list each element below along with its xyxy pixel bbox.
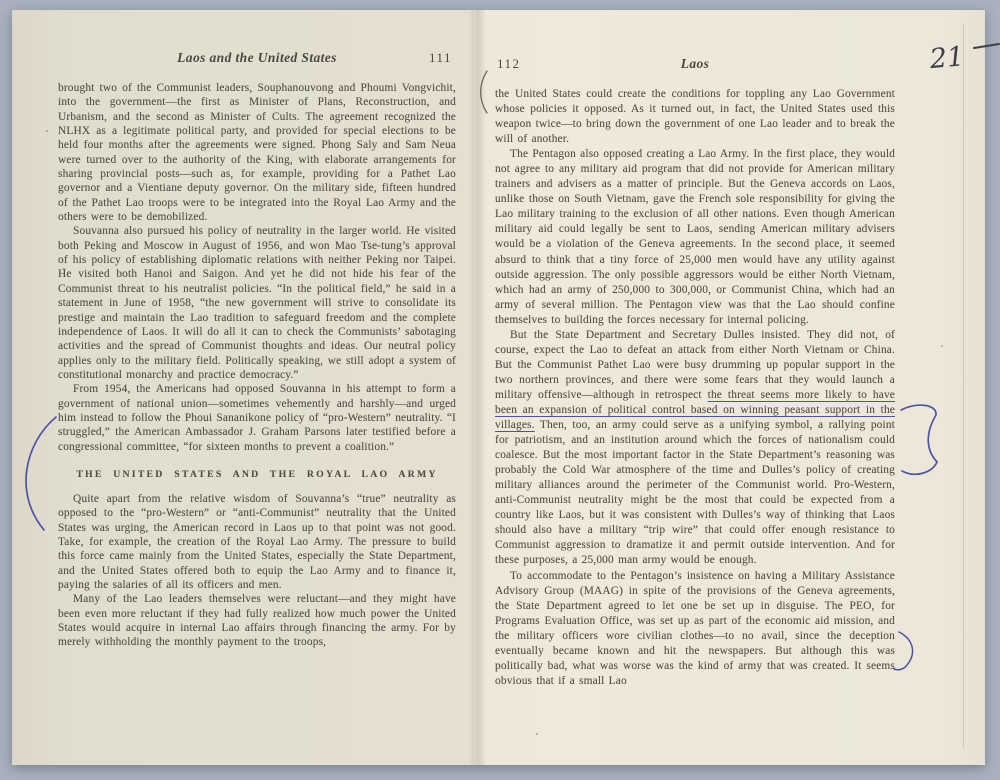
page-111-header	[58, 50, 456, 72]
paragraph: Souvanna also pursued his policy of neutrality in the larger world. He visited both Peking and Moscow in August of 1956, and won Mao Tse-tung’s approval of his policy of establishing diplomatic relations with neither Peking nor Taipei. He visited both Hanoi and Saigon. And yet he did not hide his fear of the Communist threat to his neutralist policies. “In the political field,” he said in a statement in June of 1958, “the new government will strive to consolidate its prestige and maintain the Lao tradition to safeguard freedom and the complete independence of Laos. It will do all it can to check the Communists’ sabotaging activities and the spread of Communist thoughts and ideas. Our neutral policy applies only to the military field. Politically speaking, we still adopt a system of constitutional monarchy and practice democracy.”	[58, 225, 456, 381]
page-gutter-crease	[468, 10, 486, 765]
section-heading: THE UNITED STATES AND THE ROYAL LAO ARMY	[76, 468, 438, 480]
paragraph: The Pentagon also opposed creating a Lao Army. In the first place, they would not agree to any military aid program that did not provide for American military trainers and advisers as a matter of principle. But the Geneva accords on Laos, unlike those on South Vietnam, gave the French sole responsibility for giving the Lao military training to the exclusion of all other nations. Even though American military aid could legally be sent to Laos, sending American military advisers would be a violation of the Geneva agreements. In the second place, it seemed absurd to think that a tiny force of 25,000 men would have any utility against outside aggression. The only possible aggressors would be either North Vietnam, which had an army of 250,000 to 300,000, or Communist China, which had an army of several million. The Pentagon view was that the Lao should confine themselves to building the forces necessary for internal policing.	[495, 148, 895, 326]
paragraph: Many of the Lao leaders themselves were reluctant—and they might have been even more reluctant if they had fully realized how much power the United States would acquire in internal Lao affairs through financing the army. For by merely withholding the monthly payment to the troops,	[58, 593, 456, 649]
page-number-112: 112	[497, 56, 521, 71]
running-header-title: Laos	[680, 56, 710, 71]
page-number-111: 111	[428, 50, 452, 65]
paragraph-with-underline	[495, 328, 895, 569]
hand-underlined-passage: the threat seems more likely to have been an expansion of political control based on winning peasant support in the villages.	[495, 388, 896, 432]
page-112	[495, 56, 895, 689]
paragraph: From 1954, the Americans had opposed Souvanna in his attempt to form a government of national union—sometimes vehemently and harshly—and urged him instead to follow the Phoui Sananikone policy of “pro-Western” neutrality. “I struggled,” the American Ambassador J. Graham Parsons later testified before a congressional committee, “for sixteen months to prevent a coalition.”	[58, 383, 456, 453]
paragraph: brought two of the Communist leaders, Souphanouvong and Phoumi Vongvichit, into the government—the first as Minister of Plans, Reconstruction, and Urbanism, and the second as Minister of Cults. The agreement recognized the NLHX as a legitimate political party, and provided for special elections to be held four months after the agreements were signed. Phong Saly and Sam Neua were turned over to the authority of the King, with elaborate arrangements for sharing provincial posts—such as, for example, providing for a Pathet Lao governor and a Vientiane deputy governor. On the military side, fifteen hundred of the Pathet Lao troops were to be integrated into the Royal Lao Army and the others were to be demobilized.	[58, 82, 456, 224]
paragraph-text: Then, too, an army could serve as a unifying symbol, a rallying point for patriotism, and an institution around which the forces of nationalism could coalesce. But the most important factor in the State Department’s reasoning was probably the Cold War atmosphere of the time and Dulles’s policy of creating military alliances around the perimeter of the Communist world. Pro-Western, anti-Communist neutrality might be the most that could be expected from a country like Laos, but it was consistent with Dulles’s way of thinking that Laos should also have a military “trip wire” that could offer enough resistance to Communist aggression to dramatize it and permit outside intervention. And for these purposes, a 25,000 man army would be enough.	[495, 419, 895, 567]
paragraph: To accommodate to the Pentagon’s insistence on having a Military Assistance Advisory Group (MAAG) in spite of the provisions of the Geneva agreements, the State Department agreed to let one be set up in disguise. The PEO, for Programs Evaluation Office, was set up as part of the economic aid mission, and the military officers wore civilian clothes—to no avail, since the deception eventually became known and hit the newspapers. But although this was politically bad, what was worse was the kind of army that was created. It seems obvious that if a small Lao	[495, 569, 895, 687]
dust-speck	[536, 733, 538, 735]
dust-speck	[941, 345, 943, 347]
page-111-body	[58, 81, 456, 650]
book-scan-paper	[12, 10, 985, 765]
page-stack-edge	[963, 24, 964, 748]
dust-speck	[63, 268, 65, 270]
page-111	[58, 50, 456, 650]
hand-corner-mark: 21	[928, 41, 966, 76]
page-112-body	[495, 87, 895, 689]
paragraph: the United States could create the conditions for toppling any Lao Government whose policies it opposed. As it turned out, in fact, the United States used this weapon twice—to bring down the government of one Lao leader and to break the will of another.	[495, 88, 895, 146]
paragraph-text: But the State Department and Secretary Dulles insisted. They did not, of course, expect the Lao to defeat an attack from either North Vietnam or China. But the Communist Pathet Lao were busy drumming up popular support in the two northern provinces, and there were some fears that they would launch a military offensive—although in retrospect	[495, 328, 895, 401]
page-112-header	[495, 56, 895, 78]
paragraph: Quite apart from the relative wisdom of Souvanna’s “true” neutrality as opposed to the “pro-Western” or “anti-Communist” neutrality that the United States was urging, the American record in Laos up to that point was not good. Take, for example, the creation of the Royal Lao Army. The pressure to build this force came mainly from the United States, especially the State Department, and the United States offered both to equip the Lao Army and to finance it, paying the salaries of all its officers and men.	[58, 492, 456, 591]
running-header-title: Laos and the United States	[177, 50, 337, 65]
dust-speck	[46, 130, 48, 132]
